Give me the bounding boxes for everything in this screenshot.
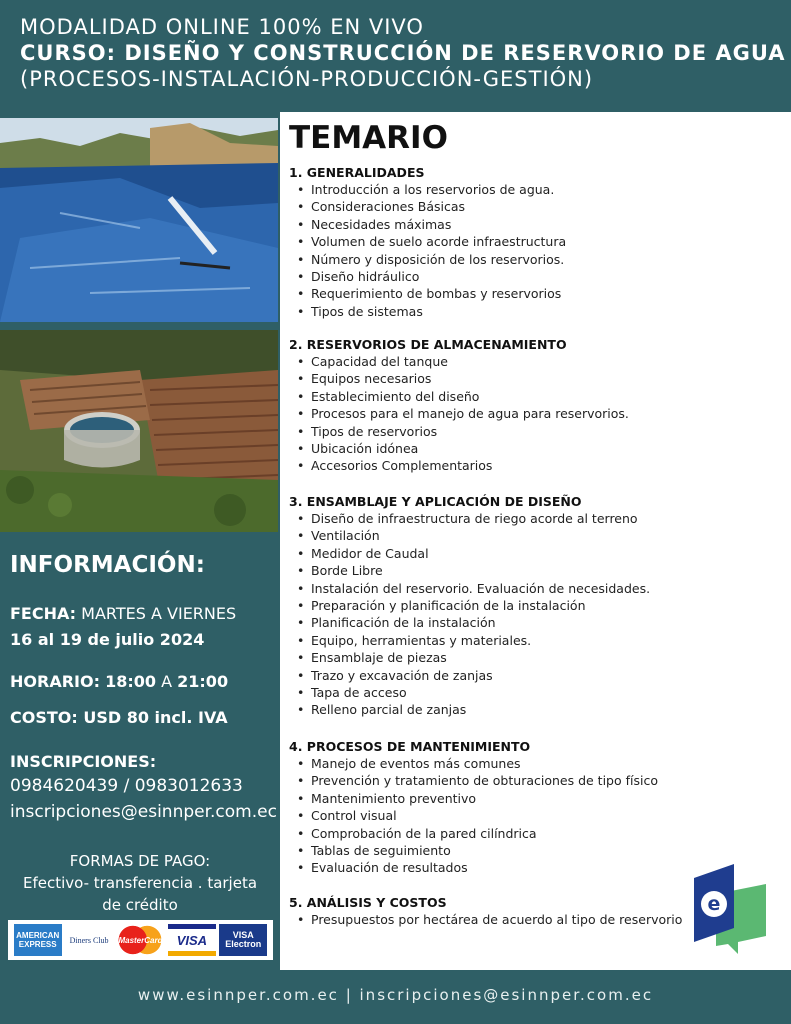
list-item: • Volumen de suelo acorde infraestructura xyxy=(297,233,784,250)
list-item: • Tipos de reservorios xyxy=(297,423,784,440)
list-item: • Tapa de acceso xyxy=(297,684,784,701)
list-item: • Medidor de Caudal xyxy=(297,545,784,562)
list-item: • Trazo y excavación de zanjas xyxy=(297,667,784,684)
list-item: • Comprobación de la pared cilíndrica xyxy=(297,825,784,842)
list-item: • Requerimiento de bombas y reservorios xyxy=(297,285,784,302)
phones: 0984620439 / 0983012633 xyxy=(10,776,243,796)
amex-card-icon: AMERICAN EXPRESS xyxy=(14,924,62,956)
costo-row: COSTO: USD 80 incl. IVA xyxy=(10,708,228,727)
list-item: • Número y disposición de los reservorios. xyxy=(297,251,784,268)
info-title: INFORMACIÓN: xyxy=(10,552,205,578)
list-item: • Tipos de sistemas xyxy=(297,303,784,320)
list-item: • Relleno parcial de zanjas xyxy=(297,701,784,718)
temario-panel xyxy=(280,112,791,970)
horario-label: HORARIO: xyxy=(10,672,100,691)
info-panel xyxy=(0,540,280,970)
pago-line1: Efectivo- transferencia . tarjeta xyxy=(22,874,258,892)
list-item: • Planificación de la instalación xyxy=(297,614,784,631)
fecha-dates: 16 al 19 de julio 2024 xyxy=(10,630,205,649)
list-item: • Consideraciones Básicas xyxy=(297,198,784,215)
header-banner xyxy=(0,0,791,112)
fecha-row xyxy=(10,604,236,623)
list-item: • Establecimiento del diseño xyxy=(297,388,784,405)
list-item: • Evaluación de resultados xyxy=(297,859,784,876)
list-item: • Introducción a los reservorios de agua. xyxy=(297,181,784,198)
reservoir-photo-liner xyxy=(0,118,278,322)
section-reservorios xyxy=(289,336,784,475)
header-modality: MODALIDAD ONLINE 100% EN VIVO xyxy=(20,15,424,39)
section-heading: 2. RESERVORIOS DE ALMACENAMIENTO xyxy=(289,337,567,352)
list-item: • Preparación y planificación de la instalación xyxy=(297,597,784,614)
reservoir-photo-hillside xyxy=(0,330,278,532)
header-course-title: CURSO: DISEÑO Y CONSTRUCCIÓN DE RESERVORIO DE AGUA xyxy=(20,41,786,65)
list-item: • Ensamblaje de piezas xyxy=(297,649,784,666)
list-item: • Prevención y tratamiento de obturaciones de tipo físico xyxy=(297,772,784,789)
list-item: • Control visual xyxy=(297,807,784,824)
section-heading: 4. PROCESOS DE MANTENIMIENTO xyxy=(289,739,531,754)
list-item: • Ubicación idónea xyxy=(297,440,784,457)
inscripciones-label: INSCRIPCIONES: xyxy=(10,752,157,771)
visa-electron-card-icon: VISA Electron xyxy=(219,924,267,956)
pago-title: FORMAS DE PAGO: xyxy=(69,852,211,870)
fecha-value: MARTES A VIERNES xyxy=(81,604,237,623)
horario-row xyxy=(10,672,228,691)
visa-card-icon: VISA xyxy=(168,924,216,956)
svg-text:e: e xyxy=(707,893,721,915)
horario-end: 21:00 xyxy=(177,672,229,691)
list-item: • Instalación del reservorio. Evaluación de necesidades. xyxy=(297,580,784,597)
payment-cards xyxy=(8,920,273,960)
fecha-label: FECHA: xyxy=(10,604,77,623)
section-generalidades xyxy=(289,164,784,320)
esinnper-logo-icon xyxy=(694,864,768,956)
header-subtitle: (PROCESOS-INSTALACIÓN-PRODUCCIÓN-GESTIÓN) xyxy=(20,67,594,91)
list-item: • Mantenimiento preventivo xyxy=(297,790,784,807)
list-item: • Equipos necesarios xyxy=(297,370,784,387)
section-mantenimiento xyxy=(289,738,784,877)
list-item: • Ventilación xyxy=(297,527,784,544)
horario-sep: A xyxy=(161,672,173,691)
section-heading: 5. ANÁLISIS Y COSTOS xyxy=(289,895,447,910)
list-item: • Necesidades máximas xyxy=(297,216,784,233)
email: inscripciones@esinnper.com.ec xyxy=(10,802,277,822)
list-item: • Manejo de eventos más comunes xyxy=(297,755,784,772)
list-item: • Equipo, herramientas y materiales. xyxy=(297,632,784,649)
list-item: • Tablas de seguimiento xyxy=(297,842,784,859)
mastercard-card-icon: MasterCard xyxy=(116,924,164,956)
temario-title: TEMARIO xyxy=(289,120,448,156)
list-item: • Diseño hidráulico xyxy=(297,268,784,285)
list-item: • Capacidad del tanque xyxy=(297,353,784,370)
section-ensamblaje xyxy=(289,493,784,719)
horario-start: 18:00 xyxy=(105,672,156,691)
footer-contact: www.esinnper.com.ec | inscripciones@esinnper.com.ec xyxy=(0,970,791,1024)
list-item: • Diseño de infraestructura de riego acorde al terreno xyxy=(297,510,784,527)
section-heading: 3. ENSAMBLAJE Y APLICACIÓN DE DISEÑO xyxy=(289,494,582,509)
section-heading: 1. GENERALIDADES xyxy=(289,165,425,180)
list-item: • Accesorios Complementarios xyxy=(297,457,784,474)
list-item: • Presupuestos por hectárea de acuerdo al tipo de reservorio xyxy=(297,911,784,928)
list-item: • Borde Libre xyxy=(297,562,784,579)
pago-line2: de crédito xyxy=(102,896,178,914)
diners-card-icon: Diners Club xyxy=(65,924,113,956)
list-item: • Procesos para el manejo de agua para reservorios. xyxy=(297,405,784,422)
